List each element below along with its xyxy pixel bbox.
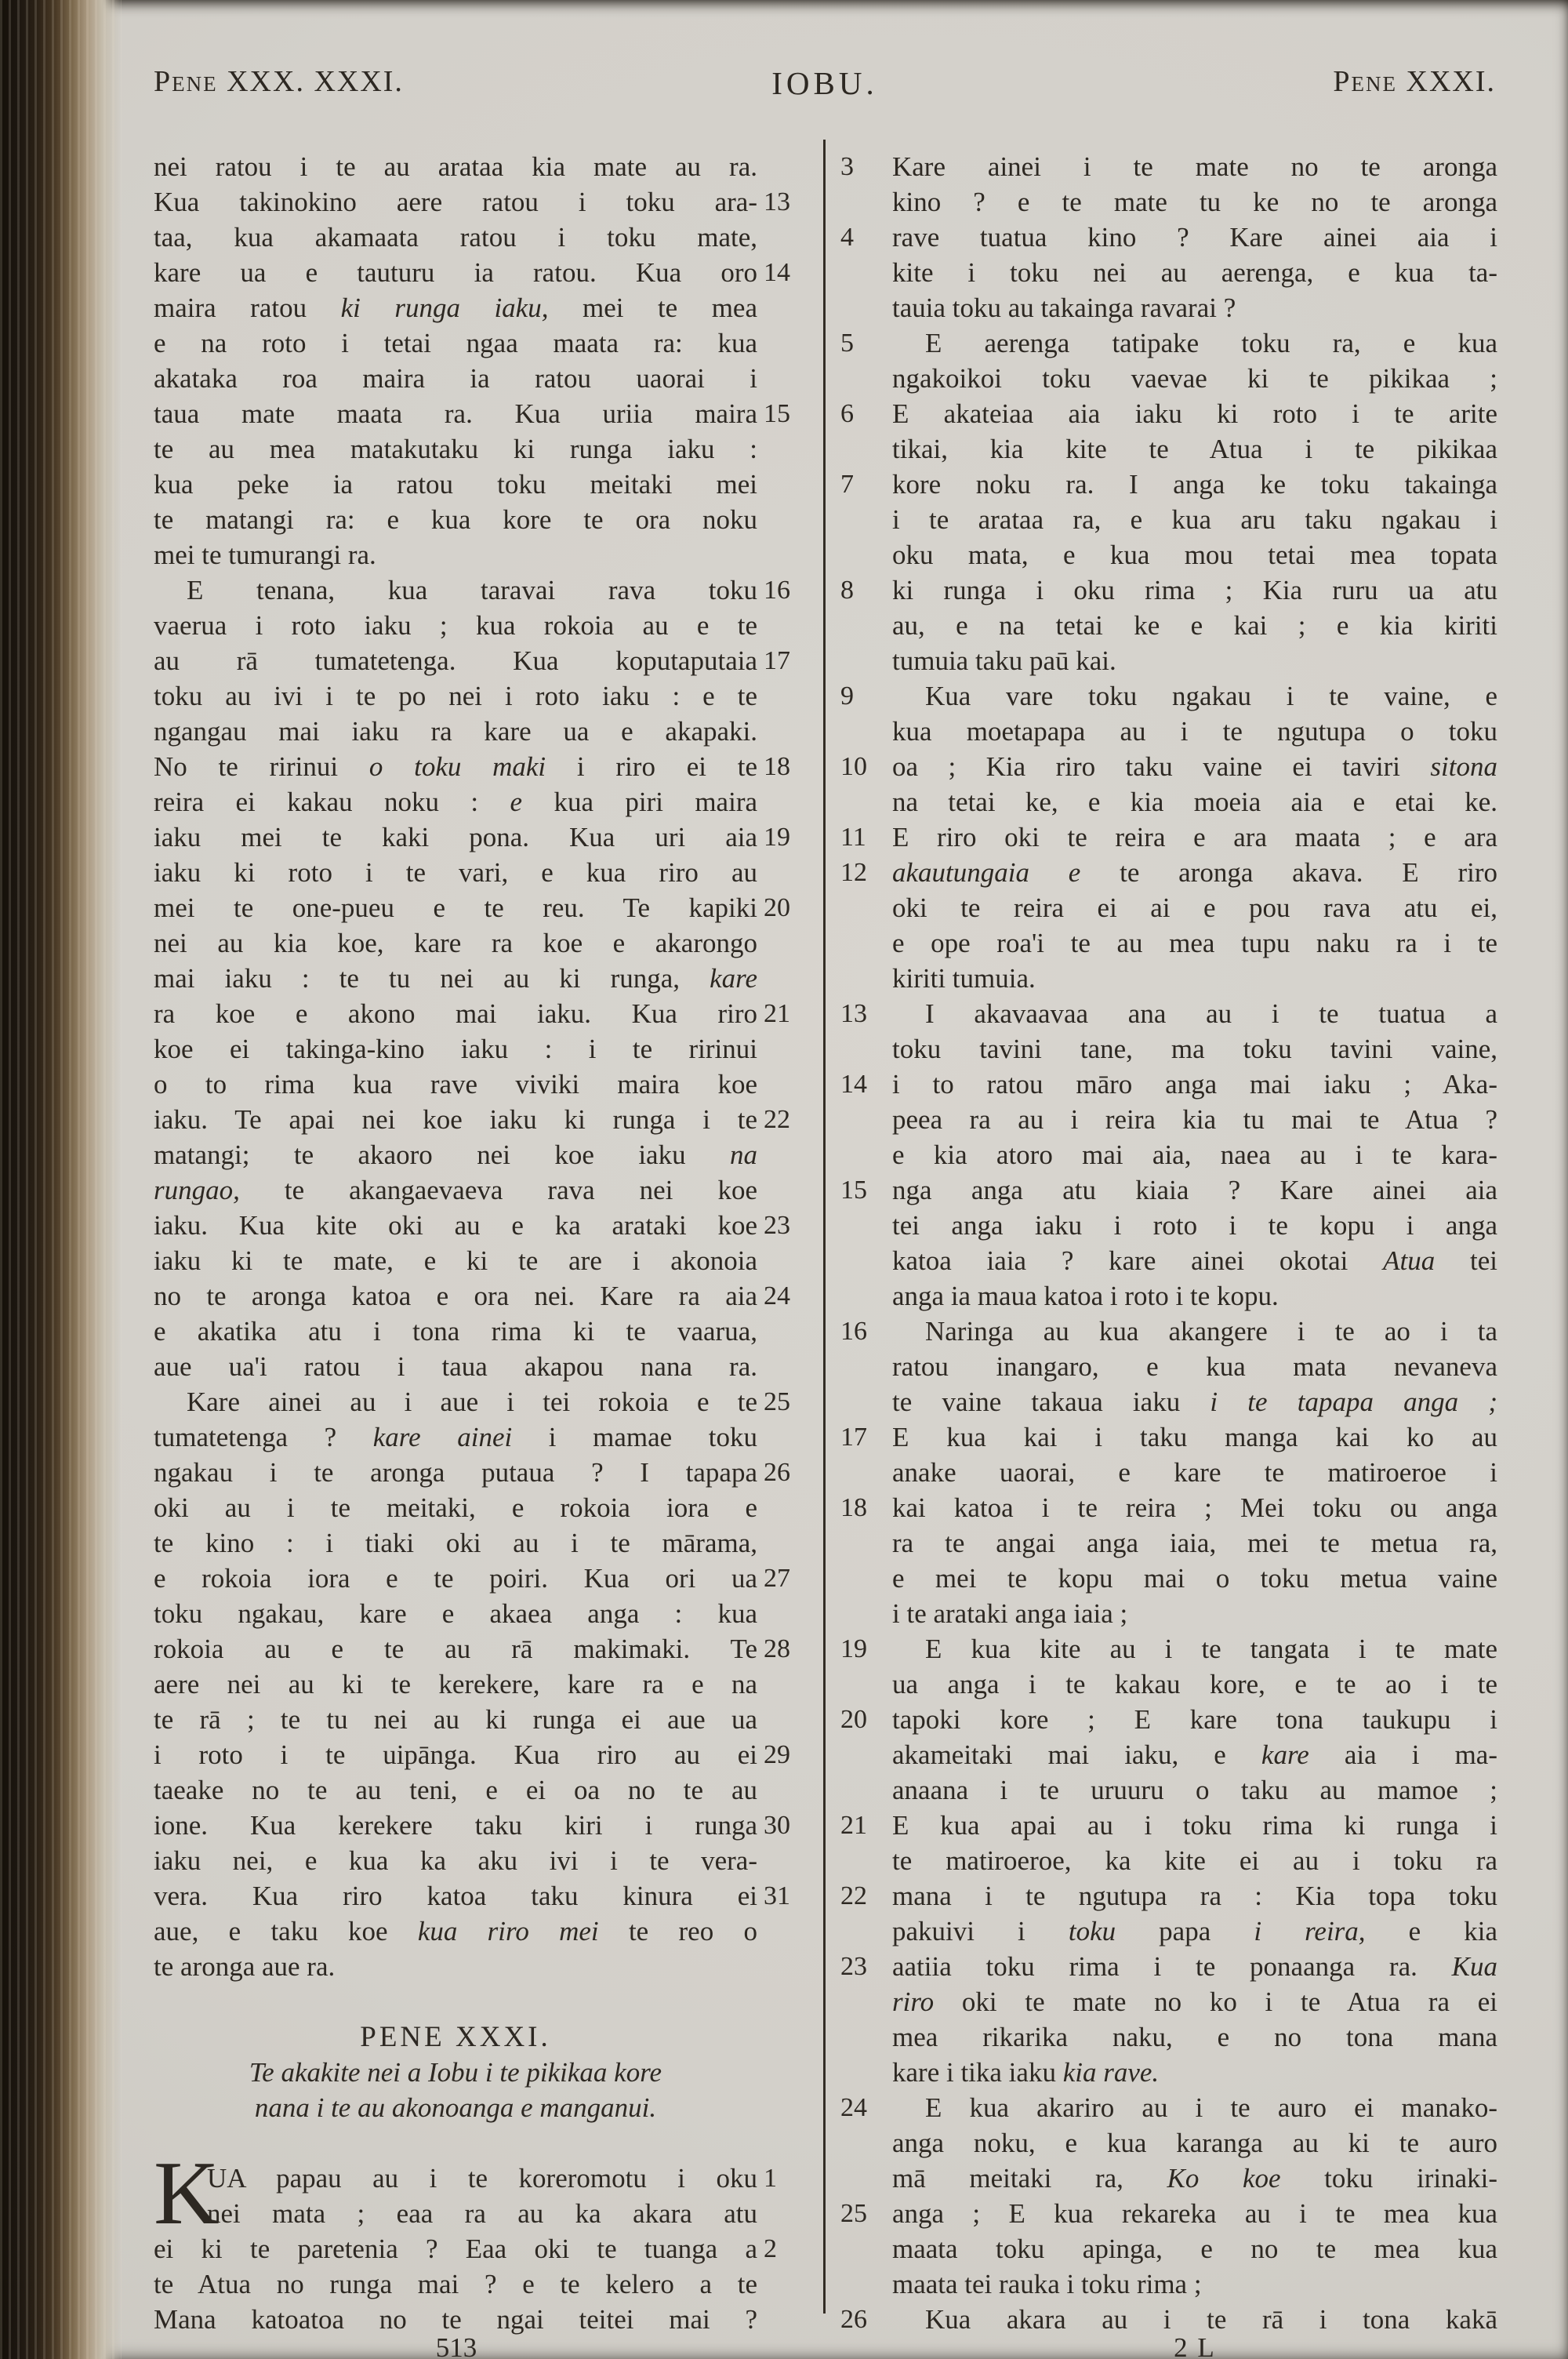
verse-number: 28: [764, 1634, 790, 1663]
text-line: [840, 2019, 1497, 2055]
text-line: [154, 890, 808, 925]
text-line: [154, 996, 808, 1031]
text-line-content: oa ; Kia riro taku vaine ei taviri sitona: [892, 751, 1497, 782]
verse-number: 25: [840, 2199, 867, 2228]
text-line: [840, 784, 1497, 820]
text-line: [154, 1278, 808, 1314]
text-line: [154, 1914, 808, 1949]
printers-signature: 2 L: [1174, 2332, 1216, 2359]
text-line-content: katoa iaia ? kare ainei okotai Atua tei: [892, 1245, 1497, 1276]
text-line-content: Kare ainei au i aue i tei rokoia e te: [187, 1387, 757, 1417]
text-line: [840, 2125, 1497, 2161]
text-line: [154, 220, 808, 255]
text-line-content: taa, kua akamaata ratou i toku mate,: [154, 222, 757, 253]
text-line: [154, 361, 808, 396]
text-line-content: kino ? e te mate tu ke no te aronga: [892, 187, 1497, 217]
verse-number: 24: [764, 1281, 790, 1310]
text-line: [154, 1737, 808, 1772]
verse-number: 20: [764, 893, 790, 922]
text-line: [840, 1384, 1497, 1419]
text-line-content: reira ei kakau noku : e kua piri maira: [154, 787, 758, 817]
text-line-content: mai iaku : te tu nei au ki runga, kare: [154, 963, 757, 994]
text-line-content: aatiia toku rima i te ponaanga ra. Kua: [892, 1951, 1497, 1982]
text-line-content: au, e na tetai ke e kai ; e kia kiriti: [892, 610, 1497, 641]
text-line-content: ratou inangaro, e kua mata nevaneva: [892, 1351, 1497, 1382]
text-line-content: kiriti tumuia.: [892, 963, 1036, 994]
text-line: [154, 431, 808, 467]
text-line-content: tumuia taku paū kai.: [892, 645, 1116, 676]
text-line-content: te vaine takaua iaku i te tapapa anga ;: [892, 1387, 1497, 1417]
text-line-content: nana i te au akonoanga e manganui.: [254, 2092, 657, 2123]
text-line: [840, 749, 1497, 784]
text-line: [154, 2019, 808, 2055]
text-line: [840, 961, 1497, 996]
text-line: [840, 396, 1497, 431]
text-line-content: i roto i te uipānga. Kua riro au ei: [154, 1739, 757, 1770]
text-line: [154, 572, 808, 608]
text-line-content: iaku. Kua kite oki au e ka arataki koe: [154, 1210, 757, 1241]
text-line: [840, 290, 1497, 325]
verse-number: 25: [764, 1387, 790, 1416]
text-line-content: aue ua'i ratou i taua akapou nana ra.: [154, 1351, 757, 1382]
text-line-content: te rā ; te tu nei au ki runga ei aue ua: [154, 1704, 757, 1735]
text-line: [840, 572, 1497, 608]
text-line: [154, 1137, 808, 1172]
text-line: [840, 1067, 1497, 1102]
text-line-content: kai katoa i te reira ; Mei toku ou anga: [892, 1492, 1497, 1523]
text-line-content: maira ratou ki runga iaku, mei te mea: [154, 293, 757, 323]
text-line-content: tapoki kore ; E kare tona taukupu i: [892, 1704, 1497, 1735]
text-line: [840, 220, 1497, 255]
text-line-content: tei anga iaku i roto i te kopu i anga: [892, 1210, 1497, 1241]
text-line: [840, 2266, 1497, 2302]
text-line-content: E tenana, kua taravai rava toku: [187, 575, 757, 605]
verse-number: 8: [840, 576, 854, 605]
text-line-content: nei au kia koe, kare ra koe e akarongo: [154, 928, 757, 958]
text-line-content: te Atua no runga mai ? e te kelero a te: [154, 2269, 757, 2299]
text-line: [154, 1561, 808, 1596]
text-line-content: anaana i te uruuru o taku au mamoe ;: [892, 1775, 1497, 1805]
text-line: [154, 1349, 808, 1384]
text-line: [840, 431, 1497, 467]
text-line: [154, 537, 808, 572]
text-line: [154, 925, 808, 961]
text-line: [154, 855, 808, 890]
text-line-content: na tetai ke, e kia moeia aia e etai ke.: [892, 787, 1497, 817]
verse-number: 23: [764, 1211, 790, 1240]
text-line-content: ngakau i te aronga putaua ? I tapapa: [154, 1457, 757, 1488]
text-line-content: aue, e taku koe kua riro mei te reo o: [154, 1916, 757, 1946]
text-line: [154, 1596, 808, 1631]
text-line: [840, 1349, 1497, 1384]
text-line: [840, 1208, 1497, 1243]
text-line-content: Kua takinokino aere ratou i toku ara-: [154, 187, 757, 217]
text-line: [840, 1243, 1497, 1278]
text-line: [840, 2161, 1497, 2196]
text-line-content: te matangi ra: e kua kore te ora noku: [154, 504, 757, 535]
text-line: [154, 1949, 808, 1984]
left-text-column: [154, 149, 808, 2337]
verse-number: 16: [764, 576, 790, 605]
text-line: [154, 1702, 808, 1737]
verse-number: 11: [840, 823, 866, 852]
text-line: [840, 1278, 1497, 1314]
text-line-content: matangi; te akaoro nei koe iaku na: [154, 1140, 757, 1170]
text-line-content: kite i toku nei au aerenga, e kua ta-: [892, 257, 1497, 288]
verse-number: 2: [764, 2234, 777, 2263]
verse-number: 9: [840, 682, 854, 711]
text-line-content: ua anga i te kakau kore, e te ao i te: [892, 1669, 1497, 1699]
text-line-content: e mei te kopu mai o toku metua vaine: [892, 1563, 1497, 1594]
text-line: [154, 1102, 808, 1137]
text-line-content: ione. Kua kerekere taku kiri i runga: [154, 1810, 757, 1841]
text-line: [840, 1172, 1497, 1208]
text-line-content: au rā tumatetenga. Kua koputaputaia: [154, 645, 757, 676]
text-line: [840, 537, 1497, 572]
verse-number: 29: [764, 1740, 790, 1769]
text-line: [840, 2196, 1497, 2231]
text-line-content: no te aronga katoa e ora nei. Kare ra aia: [154, 1281, 757, 1311]
text-line: [154, 714, 808, 749]
verse-number: 12: [840, 858, 867, 887]
text-line-content: toku tavini tane, ma toku tavini vaine,: [892, 1034, 1497, 1064]
text-line-content: anake uaorai, e kare te matiroeroe i: [892, 1457, 1497, 1488]
text-line: [840, 467, 1497, 502]
text-line-content: te kino : i tiaki oki au i te mārama,: [154, 1528, 757, 1558]
verse-number: 24: [840, 2093, 867, 2122]
verse-number: 18: [840, 1493, 867, 1522]
verse-number: 13: [764, 187, 790, 216]
text-line: [840, 1631, 1497, 1667]
verse-number: 17: [840, 1423, 867, 1452]
text-line: [840, 2055, 1497, 2090]
text-line-content: iaku mei te kaki pona. Kua uri aia: [154, 822, 757, 852]
text-line: [154, 1243, 808, 1278]
text-line-content: mā meitaki ra, Ko koe toku irinaki-: [892, 2163, 1497, 2194]
text-line-content: kore noku ra. I anga ke toku takainga: [892, 469, 1497, 500]
text-line: [840, 1667, 1497, 1702]
text-line: [154, 149, 808, 184]
text-line-content: i te arataa ra, e kua aru taku ngakau i: [892, 504, 1497, 535]
text-line-content: akataka roa maira ia ratou uaorai i: [154, 363, 757, 394]
text-line: [840, 1596, 1497, 1631]
text-line-content: o to rima kua rave viviki maira koe: [154, 1069, 757, 1100]
text-line: [154, 678, 808, 714]
text-line-content: I akavaavaa ana au i te tuatua a: [925, 998, 1497, 1029]
text-line-content: ei ki te paretenia ? Eaa oki te tuanga a: [154, 2234, 757, 2264]
text-line-content: ngakoikoi toku vaevae ki te pikikaa ;: [892, 363, 1497, 394]
text-line: [840, 1843, 1497, 1878]
text-line-content: nei ratou i te au arataa kia mate au ra.: [154, 151, 757, 182]
text-line: [840, 149, 1497, 184]
text-line-content: ra te angai anga iaia, mei te metua ra,: [892, 1528, 1497, 1558]
text-line-content: kua peke ia ratou toku meitaki mei: [154, 469, 757, 500]
text-line-content: E kua akariro au i te auro ei manako-: [925, 2092, 1497, 2123]
text-line: [154, 1667, 808, 1702]
text-line: [840, 1949, 1497, 1984]
text-line: [154, 1314, 808, 1349]
text-line-content: vaerua i roto iaku ; kua rokoia au e te: [154, 610, 757, 641]
text-line: [840, 1984, 1497, 2019]
text-line-content: pakuivi i toku papa i reira, e kia: [892, 1916, 1497, 1946]
text-line-content: E akateiaa aia iaku ki roto i te arite: [892, 398, 1497, 429]
text-line: [154, 2090, 808, 2125]
text-line-content: Kare ainei i te mate no te aronga: [892, 151, 1497, 182]
text-line: [154, 1843, 808, 1878]
text-line: [154, 643, 808, 678]
verse-number: 16: [840, 1317, 867, 1346]
text-line: [154, 1772, 808, 1808]
text-line-content: kare i tika iaku kia rave.: [892, 2057, 1160, 2088]
text-line: [840, 820, 1497, 855]
verse-number: 21: [840, 1811, 867, 1840]
text-line: [840, 678, 1497, 714]
text-line: [154, 184, 808, 220]
text-line: [840, 502, 1497, 537]
text-line: [840, 1490, 1497, 1525]
text-line: [154, 2125, 808, 2161]
text-line-content: toku au ivi i te po nei i roto iaku : e te: [154, 681, 757, 711]
verse-number: 5: [840, 329, 854, 358]
text-line: [154, 1067, 808, 1102]
right-text-column: [840, 149, 1497, 2337]
text-line-content: e rokoia iora e te poiri. Kua ori ua: [154, 1563, 757, 1594]
text-line-content: vera. Kua riro katoa taku kinura ei: [154, 1881, 757, 1911]
page-number: 513: [435, 2332, 477, 2359]
text-line-content: te matiroeroe, ka kite ei au i toku ra: [892, 1845, 1497, 1876]
verse-number: 10: [840, 752, 867, 781]
text-line: [840, 714, 1497, 749]
text-line: [154, 1208, 808, 1243]
text-line-content: i te arataki anga iaia ;: [892, 1598, 1128, 1629]
text-line-content: oki au i te meitaki, e rokoia iora e: [154, 1492, 757, 1523]
verse-number: 26: [764, 1458, 790, 1487]
verse-number: 7: [840, 470, 854, 499]
verse-number: 22: [840, 1881, 867, 1910]
text-line-content: mei te tumurangi ra.: [154, 540, 376, 570]
text-line-content: oku mata, e kua mou tetai mea topata: [892, 540, 1497, 570]
text-line: [154, 1525, 808, 1561]
text-line: [840, 1561, 1497, 1596]
text-line-content: taeake no te au teni, e ei oa no te au: [154, 1775, 757, 1805]
text-line: [154, 961, 808, 996]
book-gutter-shadow: [0, 0, 122, 2359]
text-line: [154, 2196, 808, 2231]
text-line-content: E kua apai au i toku rima ki runga i: [892, 1810, 1497, 1841]
text-line: [840, 1102, 1497, 1137]
verse-number: 15: [764, 399, 790, 428]
text-line-content: akautungaia e te aronga akava. E riro: [892, 857, 1497, 888]
text-line-content: nga anga atu kiaia ? Kare ainei aia: [892, 1175, 1497, 1205]
verse-number: 26: [840, 2305, 867, 2334]
text-line-content: E riro oki te reira e ara maata ; e ara: [892, 822, 1497, 852]
text-line: [840, 996, 1497, 1031]
text-line: [840, 1031, 1497, 1067]
text-line: [840, 1702, 1497, 1737]
verse-number: 19: [764, 823, 790, 852]
text-line-content: peea ra au i reira kia tu mai te Atua ?: [892, 1104, 1497, 1135]
text-line-content: e akatika atu i tona rima ki te vaarua,: [154, 1316, 757, 1347]
text-line-content: ki runga i oku rima ; Kia ruru ua atu: [892, 575, 1497, 605]
text-line-content: rungao, te akangaevaeva rava nei koe: [154, 1175, 757, 1205]
text-line-content: koe ei takinga-kino iaku : i te ririnui: [154, 1034, 757, 1064]
text-line-content: Naringa au kua akangere i te ao i ta: [925, 1316, 1497, 1347]
text-line-content: Kua vare toku ngakau i te vaine, e: [925, 681, 1497, 711]
text-line-content: iaku. Te apai nei koe iaku ki runga i te: [154, 1104, 757, 1135]
text-line: [840, 643, 1497, 678]
text-line-content: oki te reira ei ai e pou rava atu ei,: [892, 892, 1497, 923]
text-line: [154, 1172, 808, 1208]
verse-number: 15: [840, 1176, 867, 1205]
text-line-content: rokoia au e te au rā makimaki. Te: [154, 1634, 757, 1664]
text-line: [154, 749, 808, 784]
text-line-content: te au mea matakutaku ki runga iaku :: [154, 434, 757, 464]
text-line: [154, 2231, 808, 2266]
text-line: [840, 890, 1497, 925]
text-line: [154, 2055, 808, 2090]
text-line: [154, 820, 808, 855]
text-line-content: PENE XXXI.: [360, 2021, 551, 2053]
text-line-content: E kua kite au i te tangata i te mate: [925, 1634, 1497, 1664]
text-line-content: akameitaki mai iaku, e kare aia i ma-: [892, 1739, 1497, 1770]
text-line: [154, 502, 808, 537]
text-line-content: ra koe e akono mai iaku. Kua riro: [154, 998, 757, 1029]
text-line: [840, 1455, 1497, 1490]
text-line: [840, 855, 1497, 890]
text-line: [154, 396, 808, 431]
text-line: [840, 1914, 1497, 1949]
header-right-chapter: Pene XXXI.: [1333, 65, 1496, 98]
text-line-content: anga ia maua katoa i roto i te kopu.: [892, 1281, 1279, 1311]
header-left-chapter-range: Pene XXX. XXXI.: [154, 65, 404, 98]
text-line: [840, 2090, 1497, 2125]
column-divider-rule: [823, 140, 826, 2314]
verse-number: 13: [840, 999, 867, 1028]
verse-number: 18: [764, 752, 790, 781]
text-line: [840, 184, 1497, 220]
text-line: [154, 1878, 808, 1914]
text-line-content: Kua akara au i te rā i tona kakā: [925, 2304, 1497, 2335]
text-line: [154, 290, 808, 325]
text-line: [840, 925, 1497, 961]
text-line: [840, 1137, 1497, 1172]
text-line: [154, 1808, 808, 1843]
text-line-content: riro oki te mate no ko i te Atua ra ei: [892, 1986, 1497, 2017]
text-line: [840, 2231, 1497, 2266]
text-line-content: iaku ki roto i te vari, e kua riro au: [154, 857, 757, 888]
text-line-content: tikai, kia kite te Atua i te pikikaa: [892, 434, 1497, 464]
text-line: [840, 1808, 1497, 1843]
text-line-content: Te akakite nei a Iobu i te pikikaa kore: [249, 2057, 662, 2088]
text-line: [840, 1772, 1497, 1808]
text-line: [840, 1737, 1497, 1772]
text-line-content: i to ratou māro anga mai iaku ; Aka-: [892, 1069, 1497, 1100]
text-line-content: Mana katoatoa no te ngai teitei mai ?: [154, 2304, 757, 2335]
text-line-content: UA papau au i te koreromotu i oku: [207, 2163, 757, 2194]
verse-number: 22: [764, 1105, 790, 1134]
text-line: [154, 1455, 808, 1490]
text-line-content: toku ngakau, kare e akaea anga : kua: [154, 1598, 757, 1629]
text-line: [840, 1314, 1497, 1349]
text-line-content: E aerenga tatipake toku ra, e kua: [925, 328, 1497, 358]
text-line-content: aere nei au ki te kerekere, kare ra e na: [154, 1669, 757, 1699]
text-line-content: nei mata ; eaa ra au ka akara atu: [207, 2198, 757, 2229]
text-line: [154, 784, 808, 820]
text-line-content: mea rikarika naku, e no tona mana: [892, 2022, 1497, 2052]
text-line: [840, 1419, 1497, 1455]
verse-number: 1: [764, 2164, 777, 2193]
text-line-content: mana i te ngutupa ra : Kia topa toku: [892, 1881, 1497, 1911]
text-line: [154, 1031, 808, 1067]
text-line-content: ngangau mai iaku ra kare ua e akapaki.: [154, 716, 757, 747]
text-line-content: taua mate maata ra. Kua uriia maira: [154, 398, 757, 429]
text-line-content: No te ririnui o toku maki i riro ei te: [154, 751, 757, 782]
text-line-content: E kua kai i taku manga kai ko au: [892, 1422, 1497, 1452]
text-line-content: te aronga aue ra.: [154, 1951, 336, 1982]
text-line-content: e kia atoro mai aia, naea au i te kara-: [892, 1140, 1497, 1170]
text-line: [154, 1419, 808, 1455]
text-line: [154, 467, 808, 502]
header-book-title: IOBU.: [771, 65, 878, 101]
text-line: [840, 1878, 1497, 1914]
running-header: [154, 64, 1496, 99]
text-line: [840, 608, 1497, 643]
text-line-content: anga ; E kua rekareka au i te mea kua: [892, 2198, 1497, 2229]
text-line-content: iaku nei, e kua ka aku ivi i te vera-: [154, 1845, 757, 1876]
verse-number: 31: [764, 1881, 790, 1910]
text-line: [154, 1490, 808, 1525]
verse-number: 4: [840, 223, 854, 252]
text-line-content: rave tuatua kino ? Kare ainei aia i: [892, 222, 1497, 253]
verse-number: 14: [764, 258, 790, 287]
text-line: [154, 255, 808, 290]
text-line-content: tauia toku au takainga ravarai ?: [892, 293, 1236, 323]
text-line: [154, 1631, 808, 1667]
text-line: [840, 325, 1497, 361]
text-line: [154, 325, 808, 361]
text-line-content: iaku ki te mate, e ki te are i akonoia: [154, 1245, 757, 1276]
text-line-content: maata toku apinga, e no te mea kua: [892, 2234, 1497, 2264]
text-line-content: kare ua e tauturu ia ratou. Kua oro: [154, 257, 757, 288]
text-line: [154, 1384, 808, 1419]
verse-number: 17: [764, 646, 790, 675]
verse-number: 23: [840, 1952, 867, 1981]
text-line-content: kua moetapapa au i te ngutupa o toku: [892, 716, 1497, 747]
verse-number: 6: [840, 399, 854, 428]
text-line-content: e na roto i tetai ngaa maata ra: kua: [154, 328, 757, 358]
text-line-content: tumatetenga ? kare ainei i mamae toku: [154, 1422, 757, 1452]
text-line-content: maata tei rauka i toku rima ;: [892, 2269, 1202, 2299]
verse-number: 20: [840, 1705, 867, 1734]
text-line: [154, 608, 808, 643]
text-line-content: anga noku, e kua karanga au ki te auro: [892, 2128, 1497, 2158]
text-line-content: mei te one-pueu e te reu. Te kapiki: [154, 892, 757, 923]
drop-cap-initial: K: [154, 2143, 220, 2244]
text-line: [840, 361, 1497, 396]
text-line: [840, 255, 1497, 290]
text-line: [840, 1525, 1497, 1561]
text-line-content: e ope roa'i te au mea tupu naku ra i te: [892, 928, 1497, 958]
verse-number: 30: [764, 1811, 790, 1840]
text-line: [154, 2266, 808, 2302]
verse-number: 21: [764, 999, 790, 1028]
verse-number: 27: [764, 1564, 790, 1593]
text-line: [154, 1984, 808, 2019]
verse-number: 14: [840, 1070, 867, 1099]
verse-number: 3: [840, 152, 854, 181]
verse-number: 19: [840, 1634, 867, 1663]
